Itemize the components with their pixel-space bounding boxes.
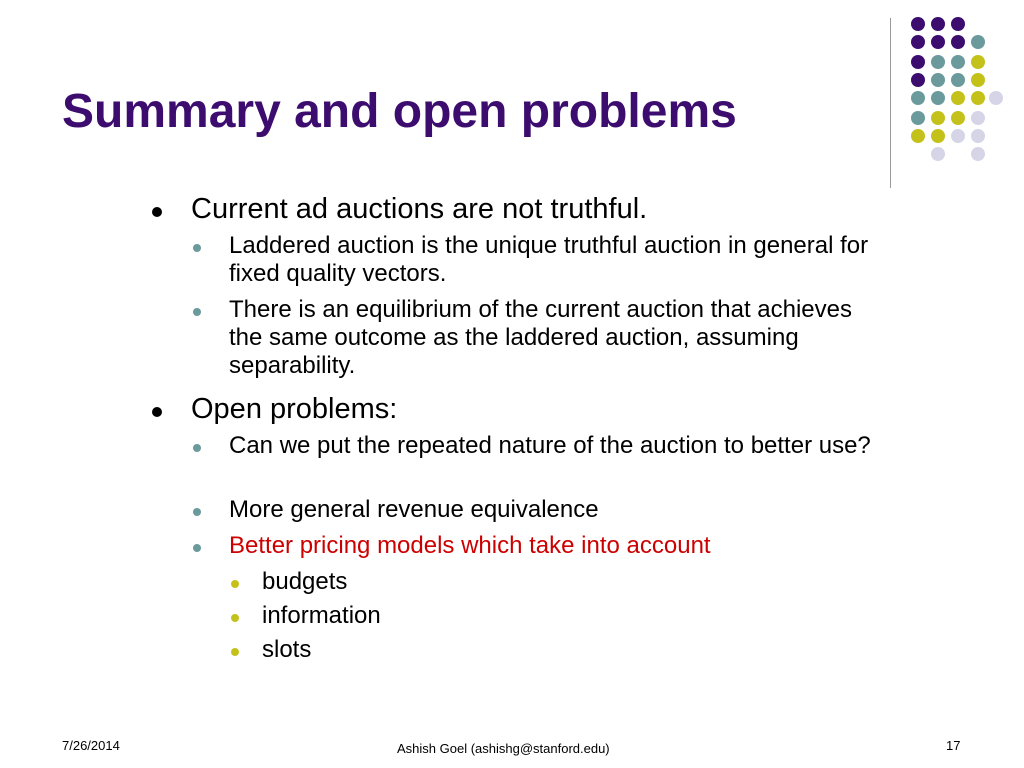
list-item xyxy=(231,602,381,631)
list-item xyxy=(193,432,893,460)
bullet-text: There is an equilibrium of the current auction that achieves the same outcome as the laddered auction, assuming separability. xyxy=(229,296,853,379)
bullet-text: information xyxy=(262,602,381,629)
list-item xyxy=(193,296,893,379)
bullet-icon xyxy=(193,508,201,516)
bullet-icon xyxy=(152,207,162,217)
list-item xyxy=(193,232,893,288)
bullet-icon xyxy=(231,648,239,656)
bullet-icon xyxy=(152,407,162,417)
slide-title: Summary and open problems xyxy=(62,85,737,138)
bullet-icon xyxy=(193,308,201,316)
bullet-text: Better pricing models which take into account xyxy=(229,532,711,559)
bullet-text: Current ad auctions are not truthful. xyxy=(191,193,648,225)
list-item xyxy=(155,192,647,227)
bullet-text: Laddered auction is the unique truthful auction in general for fixed quality vectors. xyxy=(229,232,869,287)
list-item xyxy=(193,532,893,560)
footer-page-number: 17 xyxy=(946,738,961,753)
bullet-text: Open problems: xyxy=(191,393,398,425)
list-item xyxy=(231,636,311,665)
list-item xyxy=(155,392,397,427)
bullet-text: Can we put the repeated nature of the auction to better use? xyxy=(229,432,871,459)
bullet-text: More general revenue equivalence xyxy=(229,496,599,523)
bullet-icon xyxy=(193,444,201,452)
bullet-icon xyxy=(193,544,201,552)
footer-author: Ashish Goel (ashishg@stanford.edu) xyxy=(397,741,610,756)
footer-date: 7/26/2014 xyxy=(62,738,120,753)
list-item xyxy=(231,568,347,597)
bullet-icon xyxy=(193,244,201,252)
bullet-text: slots xyxy=(262,636,312,663)
bullet-icon xyxy=(231,580,239,588)
bullet-text: budgets xyxy=(262,568,348,595)
bullet-icon xyxy=(231,614,239,622)
list-item xyxy=(193,496,893,524)
